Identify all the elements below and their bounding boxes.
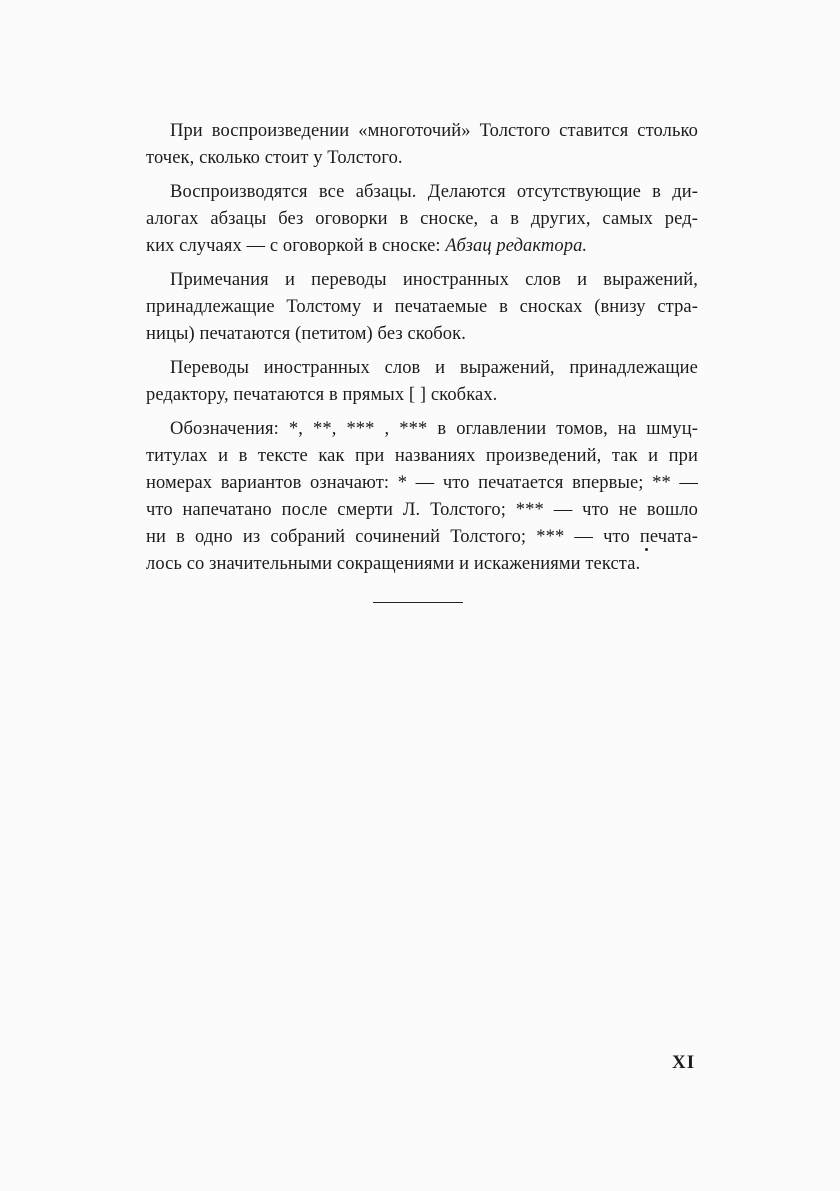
paragraph-oboznacheniya bbox=[146, 416, 698, 578]
text-line: Обозначения: *, **, *** , *** в оглавлении томов, на шмуц- bbox=[170, 419, 698, 439]
text-fragment: ких случаях — с оговоркой в сноске: bbox=[146, 236, 446, 256]
paragraph-ellipsis bbox=[146, 118, 698, 172]
text-line: ницы) печатаются (петитом) без скобок. bbox=[146, 324, 466, 344]
text-line: точек, сколько стоит у Толстого. bbox=[146, 148, 403, 168]
italic-note: Абзац редактора. bbox=[445, 236, 588, 256]
main-text bbox=[146, 118, 698, 585]
text-line: лось со значительными сокращениями и искажениями текста. bbox=[146, 554, 641, 574]
text-line: редактору, печатаются в прямых [ ] скобках. bbox=[146, 385, 498, 405]
text-line-with-italic bbox=[146, 233, 698, 260]
stray-dot bbox=[645, 548, 648, 551]
text-line: Воспроизводятся все абзацы. Делаются отсутствующие в ди- bbox=[170, 182, 698, 202]
text-line: номерах вариантов означают: * — что печатается впервые; ** — bbox=[146, 473, 698, 493]
text-line: ни в одно из собраний сочинений Толстого; *** — что печата- bbox=[146, 527, 698, 547]
text-line: что напечатано после смерти Л. Толстого; *** — что не вошло bbox=[146, 500, 698, 520]
text-line: алогах абзацы без оговорки в сноске, а в других, самых ред- bbox=[146, 209, 698, 229]
text-line: Переводы иностранных слов и выражений, принадлежащие bbox=[170, 358, 698, 378]
page-number: XI bbox=[672, 1052, 696, 1073]
section-divider bbox=[373, 602, 463, 603]
text-line: принадлежащие Толстому и печатаемые в сносках (внизу стра- bbox=[146, 297, 698, 317]
text-line: При воспроизведении «многоточий» Толстого ставится столько bbox=[170, 121, 698, 141]
paragraph-primechaniya bbox=[146, 267, 698, 348]
paragraph-abzacy bbox=[146, 179, 698, 260]
text-line: Примечания и переводы иностранных слов и выражений, bbox=[170, 270, 698, 290]
text-line: титулах и в тексте как при названиях произведений, так и при bbox=[146, 446, 698, 466]
paragraph-perevody bbox=[146, 355, 698, 409]
